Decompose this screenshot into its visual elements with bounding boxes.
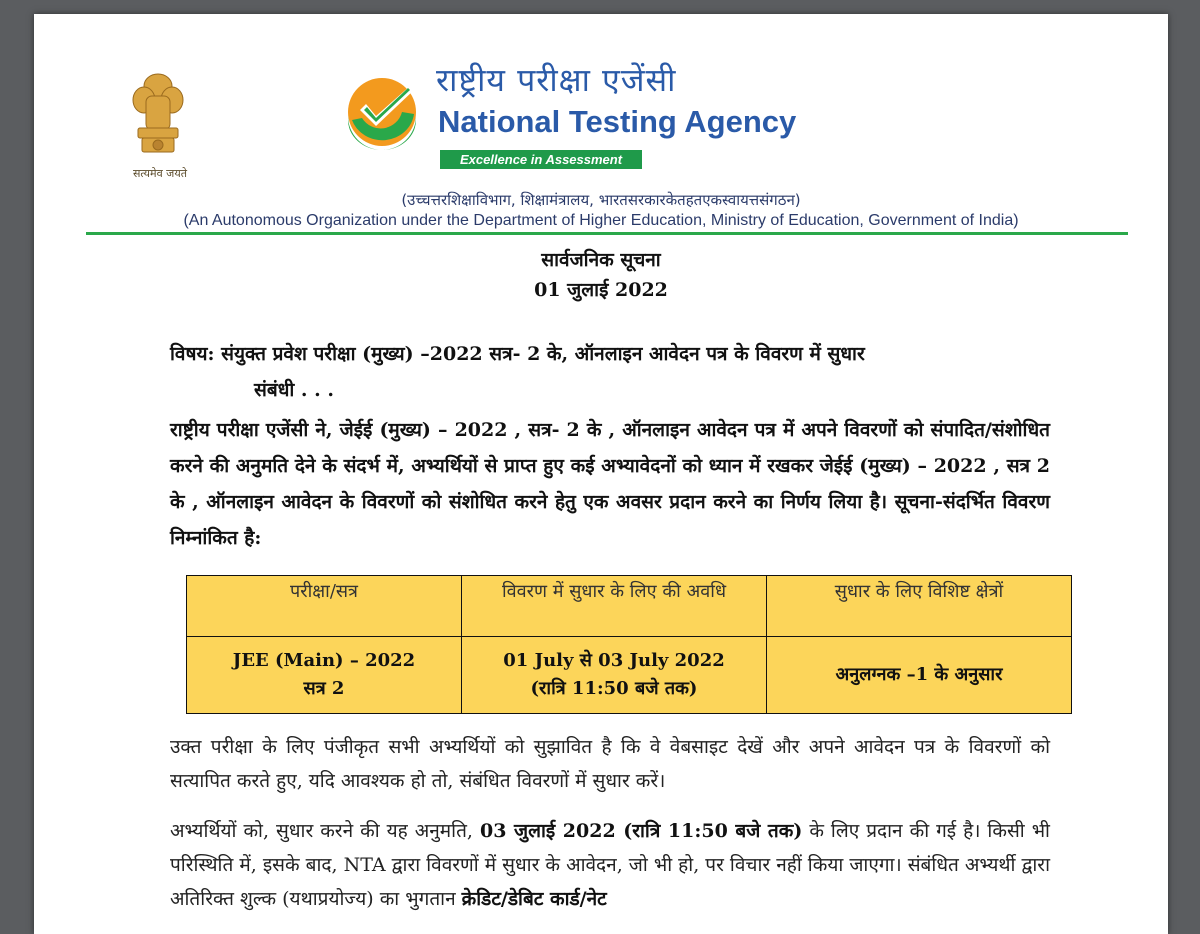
subject-line-2: संबंधी . . . xyxy=(254,379,334,401)
emblem-motto: सत्यमेव जयते xyxy=(132,167,187,180)
agency-subtitle-english: (An Autonomous Organization under the Department of Higher Education, Ministry of Education, Government of India) xyxy=(183,212,1019,229)
national-emblem-icon xyxy=(126,70,190,166)
header-fields: सुधार के लिए विशिष्ट क्षेत्रों xyxy=(767,576,1072,637)
header-divider xyxy=(86,232,1128,235)
deadline-text-2: के लिए प्रदान की गई है। किसी भी परिस्थिति में, इसके बाद, NTA द्वारा विवरणों में सुधार के आवेदन, जो भी हो, पर विचार नहीं किया जाएगा। संबंधित अभ्यर्थी द्वारा अतिरिक्त शुल्क (यथाप्रयोज्य) का भुगतान xyxy=(170,820,1050,910)
period-deadline: (रात्रि 11:50 बजे तक) xyxy=(530,678,698,699)
table-header-row xyxy=(187,576,1072,637)
advice-paragraph: उक्त परीक्षा के लिए पंजीकृत सभी अभ्यर्थियों को सुझावित है कि वे वेबसाइट देखें और अपने आवेदन पत्र के विवरणों को सत्यापित करते हुए, यदि आवश्यक हो तो, संबंधित विवरणों में सुधार करें। xyxy=(170,736,1050,792)
cell-exam xyxy=(187,637,462,714)
notice-title: सार्वजनिक सूचना xyxy=(541,249,661,271)
payment-mode-bold: क्रेडिट/डेबिट कार्ड/नेट xyxy=(461,888,607,910)
agency-name-hindi: राष्ट्रीय परीक्षा एजेंसी xyxy=(436,61,677,99)
document-page xyxy=(34,14,1168,934)
agency-tagline: Excellence in Assessment xyxy=(440,150,642,169)
notice-subject xyxy=(170,336,1070,408)
intro-paragraph: राष्ट्रीय परीक्षा एजेंसी ने, जेईई (मुख्य) – 2022 , सत्र- 2 के , ऑनलाइन आवेदन पत्र में अपने विवरणों को संपादित/संशोधित करने की अनुमति देने के संदर्भ में, अभ्यर्थियों से प्राप्त हुए कई अभ्यावेदनों को ध्यान में रखकर जेईई (मुख्य) – 2022 , सत्र 2 के , ऑनलाइन आवेदन के विवरणों को संशोधित करने हेतु एक अवसर प्रदान करने का निर्णय लिया है। सूचना-संदर्भित विवरण निम्नांकित है: xyxy=(170,419,1050,549)
table-row xyxy=(187,637,1072,714)
nta-logo-icon xyxy=(344,74,420,150)
exam-session: सत्र 2 xyxy=(303,678,345,699)
agency-name-english: National Testing Agency xyxy=(438,104,797,139)
header-correction-period: विवरण में सुधार के लिए की अवधि xyxy=(462,576,767,637)
agency-subtitle-hindi: (उच्चत्तरशिक्षाविभाग, शिक्षामंत्रालय, भारतसरकारकेतहतएकस्वायत्तसंगठन) xyxy=(401,191,801,209)
subject-line-1: विषय: संयुक्त प्रवेश परीक्षा (मुख्य) –2022 सत्र- 2 के, ऑनलाइन आवेदन पत्र के विवरण में सुधार xyxy=(170,343,865,365)
exam-name: JEE (Main) – 2022 xyxy=(232,650,416,671)
deadline-text-1: अभ्यर्थियों को, सुधार करने की यह अनुमति, xyxy=(170,820,480,842)
cell-fields: अनुलग्नक –1 के अनुसार xyxy=(767,637,1072,714)
cell-period xyxy=(462,637,767,714)
header-exam-session: परीक्षा/सत्र xyxy=(187,576,462,637)
deadline-bold: 03 जुलाई 2022 (रात्रि 11:50 बजे तक) xyxy=(479,820,803,842)
correction-schedule-table xyxy=(186,575,1072,714)
period-dates: 01 July से 03 July 2022 xyxy=(503,650,725,671)
notice-date: 01 जुलाई 2022 xyxy=(534,279,668,301)
deadline-paragraph xyxy=(170,814,1050,916)
